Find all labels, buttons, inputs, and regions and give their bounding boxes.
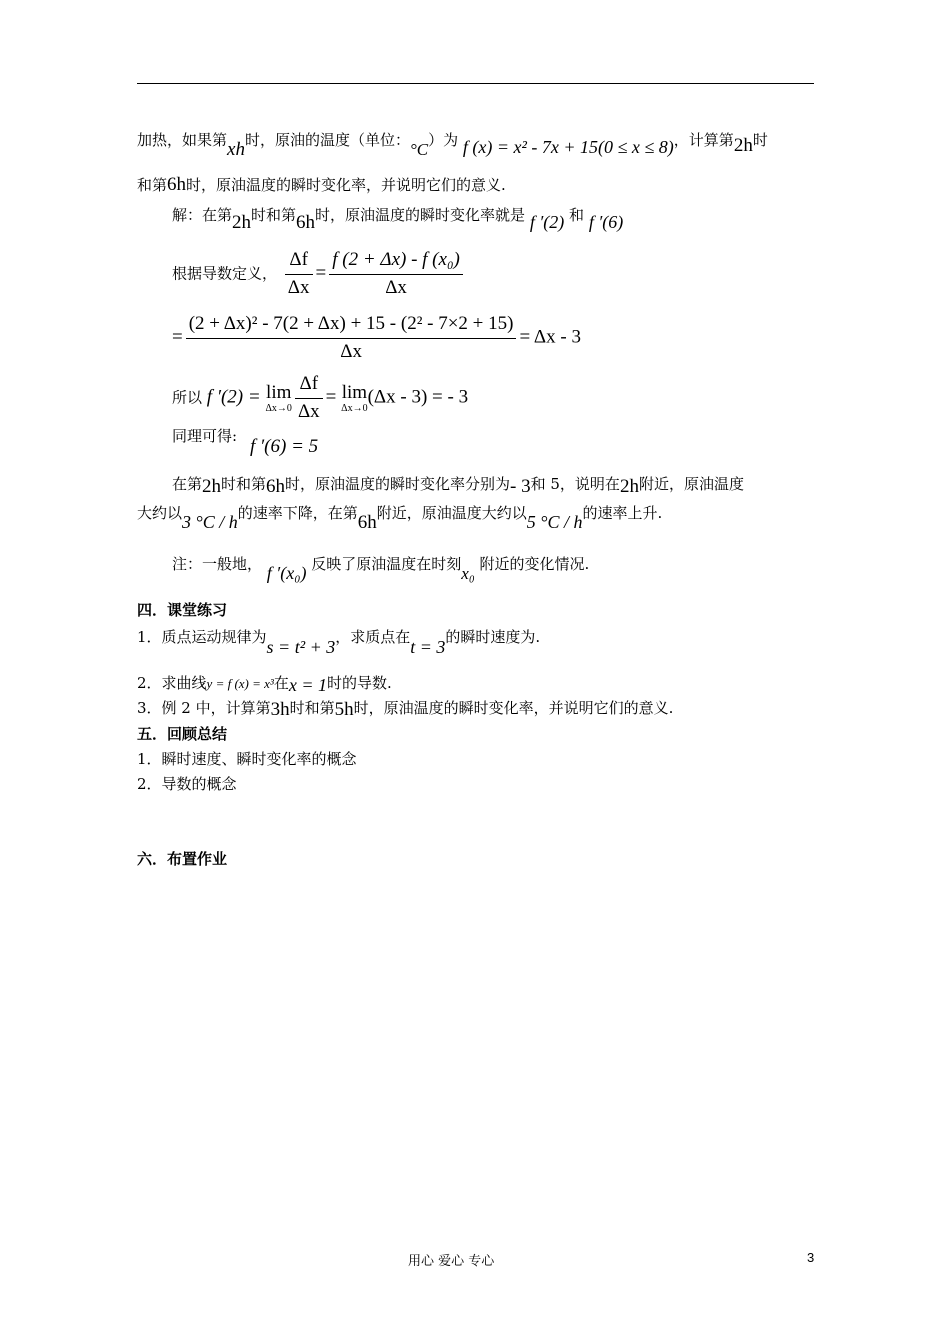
math-5h: 5h — [334, 699, 354, 720]
conclusion-text: 附近，原油温度大约以 — [376, 504, 527, 522]
section-6-title: 六．布置作业 — [137, 850, 228, 868]
limit-subscript: Δx→0 — [265, 402, 292, 414]
similar-value-line — [250, 436, 318, 459]
similar-line — [172, 427, 237, 445]
summary-item-2: 2．导数的概念 — [137, 775, 237, 793]
conclusion-text: 和 5，说明在 — [530, 475, 620, 493]
footer-motto: 用心 爱心 专心 — [408, 1254, 495, 1269]
rate-5-c-per-h: 5 °C / h — [526, 512, 583, 532]
math-6h: 6h — [296, 212, 316, 233]
conclusion-text: 附近，原油温度 — [638, 475, 744, 493]
definition-label: 根据导数定义， — [172, 264, 278, 283]
function-formula: f (x) = x² - 7x + 15(0 ≤ x ≤ 8) — [462, 137, 674, 157]
expansion-line — [172, 313, 581, 364]
math-3h: 3h — [270, 699, 290, 720]
math-2h: 2h — [619, 476, 639, 497]
math-2h: 2h — [202, 476, 222, 497]
solution-text: 和 — [569, 206, 585, 224]
note-line — [172, 553, 590, 583]
fraction-denominator: Δx — [385, 276, 407, 298]
exercise-text: 3．例 2 中，计算第 — [137, 699, 271, 717]
limit-line — [172, 373, 468, 424]
section-5-title: 五．回顾总结 — [137, 725, 228, 743]
limit-text: lim — [266, 381, 292, 403]
math-xh: xh — [227, 139, 245, 160]
exercise-text: 1．质点运动规律为 — [137, 628, 267, 646]
math-6h: 6h — [167, 174, 187, 195]
intro-line-2 — [137, 174, 506, 197]
intro-text: 时 — [752, 131, 768, 149]
fraction-numerator: f (2 + Δx) - f (x₀) — [329, 249, 463, 275]
solution-text: 时和第 — [251, 206, 297, 224]
limit-subscript: Δx→0 — [341, 402, 368, 414]
math-f-prime-2-lhs: f ′(2) = — [206, 386, 261, 408]
fraction-df-dx — [295, 373, 323, 424]
solution-line — [172, 204, 624, 233]
exercise-text: ，求质点在 — [335, 628, 411, 646]
solution-text: 解：在第 — [172, 206, 233, 224]
note-text: 注：一般地， — [172, 555, 263, 573]
conclusion-line-1 — [172, 473, 744, 496]
exercise-text: 在 — [273, 674, 289, 692]
math-minus-3: - 3 — [510, 476, 531, 497]
intro-text: ，计算第 — [673, 131, 734, 149]
fraction-denominator: Δx — [340, 340, 362, 362]
limit-operator — [266, 383, 292, 414]
math-6h: 6h — [266, 476, 286, 497]
fraction-expansion — [186, 313, 517, 364]
expansion-result: = Δx - 3 — [519, 326, 581, 348]
fraction-denominator: Δx — [287, 276, 310, 298]
math-6h: 6h — [357, 512, 377, 533]
intro-text: ）为 — [428, 131, 459, 149]
note-text: 反映了原油温度在时刻 — [311, 555, 462, 573]
conclusion-text: 的速率上升. — [582, 504, 663, 522]
math-f-prime-2: f ′(2) — [529, 212, 565, 232]
exercise-text: 2．求曲线 — [137, 674, 207, 692]
exercise-text: 时，原油温度的瞬时变化率，并说明它们的意义. — [353, 699, 674, 717]
math-y-formula: y = f (x) = x³ — [206, 676, 274, 691]
equals-sign: = — [172, 326, 183, 348]
intro-text: 时，原油温度的瞬时变化率，并说明它们的意义. — [186, 176, 506, 194]
conclusion-text: 大约以 — [137, 504, 183, 522]
summary-item-1: 1．瞬时速度、瞬时变化率的概念 — [137, 750, 357, 768]
solution-text: 时，原油温度的瞬时变化率就是 — [315, 206, 526, 224]
math-2h: 2h — [733, 135, 753, 156]
math-f-prime-6-value: f ′(6) = 5 — [250, 436, 319, 457]
math-f-prime-6: f ′(6) — [588, 212, 624, 232]
fraction-denominator: Δx — [297, 400, 320, 422]
conclusion-text: 时和第 — [221, 475, 267, 493]
intro-line-1 — [137, 129, 768, 160]
exercise-text: 时和第 — [289, 699, 335, 717]
limit-label: 所以 — [172, 388, 203, 407]
math-2h: 2h — [232, 212, 252, 233]
exercise-2 — [137, 672, 392, 694]
page-number: 3 — [807, 1250, 815, 1265]
similar-label: 同理可得: — [172, 427, 238, 445]
limit-text: lim — [341, 381, 368, 403]
definition-line — [172, 249, 466, 300]
math-s-formula: s = t² + 3 — [266, 637, 336, 657]
fraction-numerator: Δf — [295, 373, 323, 399]
header-rule — [137, 83, 814, 84]
intro-text: 加热，如果第 — [137, 131, 228, 149]
limit-operator — [341, 383, 367, 414]
exercise-text: 的瞬时速度为. — [445, 628, 541, 646]
conclusion-line-2 — [137, 502, 663, 533]
fraction-numerator: Δf — [285, 249, 313, 275]
section-4-title: 四．课堂练习 — [137, 601, 228, 619]
fraction-difference-quotient — [329, 249, 463, 300]
conclusion-text: 的速率下降，在第 — [237, 504, 358, 522]
exercise-1 — [137, 626, 541, 657]
exercise-text: 时的导数. — [326, 674, 392, 692]
conclusion-text: 时，原油温度的瞬时变化率分别为 — [285, 475, 511, 493]
intro-text: 和第 — [137, 176, 168, 194]
math-x0: x₀ — [461, 564, 475, 583]
exercise-3 — [137, 697, 673, 720]
intro-text: 时，原油的温度（单位： — [244, 131, 410, 149]
math-t-3: t = 3 — [410, 637, 446, 657]
equals-sign: = — [315, 262, 327, 284]
math-x-1: x = 1 — [288, 675, 327, 695]
conclusion-text: 在第 — [172, 475, 203, 493]
note-text: 附近的变化情况. — [479, 555, 590, 573]
unit-celsius: °C — [409, 140, 429, 159]
math-f-prime-x0: f ′(x₀) — [266, 563, 307, 583]
equals-sign: = — [325, 386, 337, 408]
fraction-numerator: (2 + Δx)² - 7(2 + Δx) + 15 - (2² - 7×2 + 15) — [186, 313, 517, 339]
fraction-df-dx — [285, 249, 313, 300]
rate-3-c-per-h: 3 °C / h — [182, 512, 238, 532]
limit-result: (Δx - 3) = - 3 — [367, 386, 469, 408]
